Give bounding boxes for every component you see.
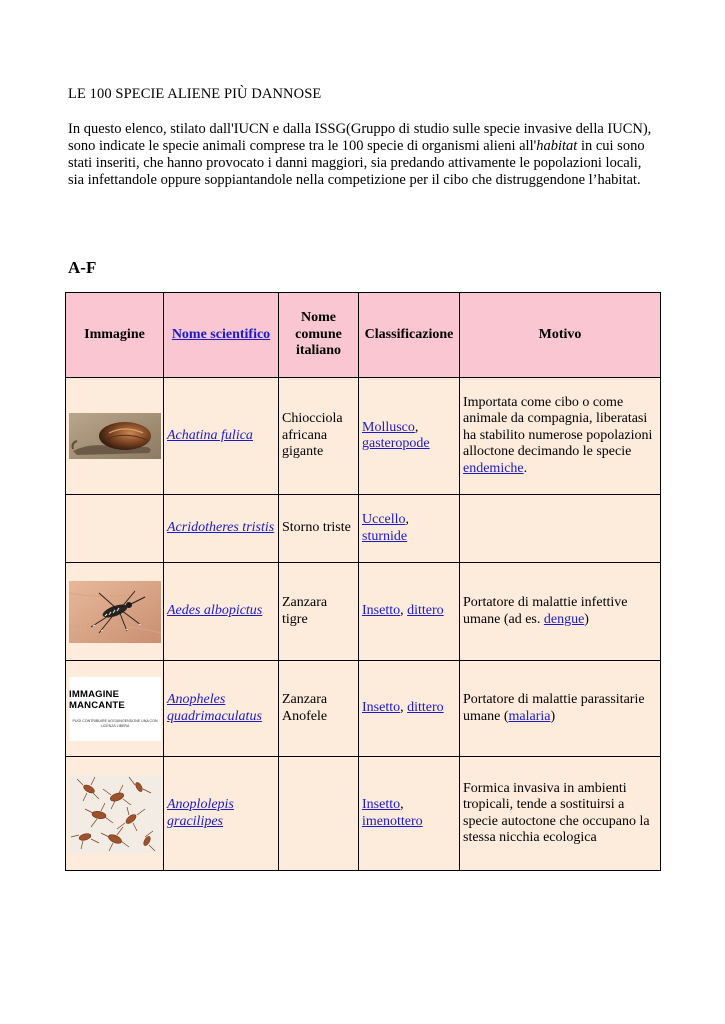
header-common-name: Nome comune italiano: [279, 293, 359, 378]
classification-cell: [359, 563, 460, 661]
scientific-name-cell: [164, 495, 279, 563]
scientific-name-link[interactable]: Anoplolepis gracilipes: [167, 797, 234, 829]
reason-text: Portatore di malattie parassitarie umane (: [463, 692, 645, 724]
image-cell: [66, 563, 164, 661]
header-scientific-name: [164, 293, 279, 378]
common-name-cell: Zanzara Anofele: [279, 661, 359, 757]
table-row: [66, 495, 661, 563]
class-separator: ,: [405, 512, 410, 527]
class-link[interactable]: gasteropode: [362, 436, 430, 451]
image-cell: [66, 757, 164, 871]
class-link[interactable]: dittero: [407, 700, 444, 716]
reason-cell: [460, 378, 661, 495]
placeholder-title: IMMAGINE MANCANTE: [69, 689, 125, 711]
classification-cell: [359, 378, 460, 495]
common-name-cell: Storno triste: [279, 495, 359, 563]
missing-image-placeholder[interactable]: [69, 677, 161, 741]
common-name-cell: [279, 757, 359, 871]
reason-end: ): [584, 611, 589, 627]
reason-cell: [460, 563, 661, 661]
placeholder-text: PUOI CONTRIBUIRE AGGIUNGENDONE UNA CON LICENZA LIBERA: [72, 719, 158, 728]
scientific-name-cell: [164, 563, 279, 661]
intro-text: In questo elenco, stilato dall'IUCN e dalla ISSG(Gruppo di studio sulle specie invasive della IUCN), sono indicate le specie animali comprese tra le 100 specie di organismi alieni all': [68, 121, 652, 154]
reason-end: ): [550, 708, 556, 724]
header-scientific-name-link[interactable]: Nome scientifico: [171, 326, 271, 342]
class-separator: ,: [400, 797, 404, 812]
intro-text-end: in cui sono stati inseriti, che hanno provocato i danni maggiori, sia predando attivamente le popolazioni locali, sia infettandole oppure soppiantandole nella competizione per il cibo che distruggendone l’habitat.: [68, 138, 645, 188]
document-title: LE 100 SPECIE ALIENE PIÙ DANNOSE: [68, 86, 322, 102]
reason-cell: [460, 661, 661, 757]
reason-cell: [460, 495, 661, 563]
table-row: [66, 757, 661, 871]
classification-cell: [359, 757, 460, 871]
species-table: [65, 292, 661, 871]
section-heading: A-F: [68, 258, 97, 277]
class-separator: ,: [414, 419, 419, 435]
class-link[interactable]: Insetto: [362, 700, 401, 716]
common-name-cell: Chiocciola africana gigante: [279, 378, 359, 495]
table-header-row: [66, 293, 661, 378]
class-link[interactable]: Mollusco: [362, 419, 415, 435]
class-separator: ,: [400, 603, 408, 619]
class-link[interactable]: sturnide: [362, 528, 408, 544]
class-link[interactable]: Insetto: [362, 603, 401, 619]
classification-cell: [359, 661, 460, 757]
reason-text: Importata come cibo o come animale da compagnia, liberatasi ha stabilito numerose popolazioni alloctone decimando le specie: [463, 394, 653, 460]
scientific-name-link[interactable]: Acridotheres tristis: [167, 520, 275, 536]
class-separator: ,: [400, 700, 408, 716]
reason-cell: Formica invasiva in ambienti tropicali, tende a sostituirsi a specie autoctone che occupano la stessa nicchia ecologica: [460, 757, 661, 871]
common-name-cell: Zanzara tigre: [279, 563, 359, 661]
scientific-name-link[interactable]: Aedes albopictus: [167, 603, 263, 619]
class-link[interactable]: dittero: [407, 603, 444, 619]
scientific-name-cell: [164, 378, 279, 495]
mosquito-photo-icon[interactable]: [69, 581, 161, 643]
ants-photo-icon[interactable]: [69, 775, 161, 853]
header-classification: Classificazione: [359, 293, 460, 378]
reason-text: Portatore di malattie infettive umane (ad es.: [463, 595, 628, 627]
reason-link[interactable]: dengue: [543, 611, 585, 627]
snail-photo-icon[interactable]: [69, 413, 161, 459]
table-row: [66, 661, 661, 757]
image-cell: [66, 661, 164, 757]
intro-paragraph: [68, 121, 658, 189]
reason-link[interactable]: endemiche: [463, 460, 524, 476]
class-link[interactable]: imenottero: [362, 813, 423, 829]
scientific-name-cell: [164, 757, 279, 871]
scientific-name-link[interactable]: Anopheles quadrimaculatus: [167, 692, 262, 724]
class-link[interactable]: Insetto: [362, 797, 401, 812]
intro-italic-habitat: habitat: [536, 138, 578, 154]
scientific-name-cell: [164, 661, 279, 757]
header-reason: Motivo: [460, 293, 661, 378]
scientific-name-link[interactable]: Achatina fulica: [167, 427, 253, 443]
classification-cell: [359, 495, 460, 563]
header-image: Immagine: [66, 293, 164, 378]
image-cell: [66, 495, 164, 563]
reason-link[interactable]: malaria: [508, 708, 551, 724]
table-row: [66, 563, 661, 661]
image-cell: [66, 378, 164, 495]
reason-end: .: [523, 460, 528, 476]
table-row: [66, 378, 661, 495]
class-link[interactable]: Uccello: [362, 512, 406, 527]
